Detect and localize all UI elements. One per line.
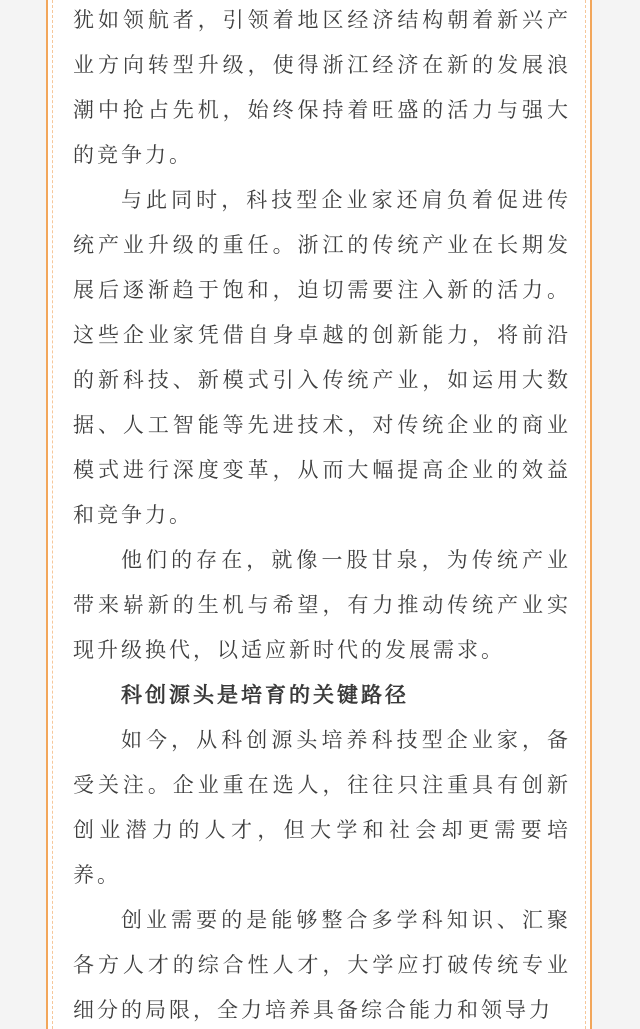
paragraph: 创业需要的是能够整合多学科知识、汇聚各方人才的综合性人才，大学应打破传统专业细分的局限，全力培养具备综合能力和领导力	[73, 908, 571, 1022]
paragraph: 与此同时，科技型企业家还肩负着促进传统产业升级的重任。浙江的传统产业在长期发展后逐渐趋于饱和，迫切需要注入新的活力。这些企业家凭借自身卓越的创新能力，将前沿的新科技、新模式引入传统产业，如运用大数据、人工智能等先进技术，对传统企业的商业模式进行深度变革，从而大幅提高企业的效益和竞争力。	[73, 188, 571, 527]
paragraph: 如今，从科创源头培养科技型企业家，备受关注。企业重在选人，往往只注重具有创新创业潜力的人才，但大学和社会却更需要培养。	[73, 728, 571, 887]
paragraph: 犹如领航者，引领着地区经济结构朝着新兴产业方向转型升级，使得浙江经济在新的发展浪潮中抢占先机，始终保持着旺盛的活力与强大的竞争力。	[73, 8, 571, 167]
article-body	[73, 0, 571, 1029]
article-card	[46, 0, 592, 1029]
section-heading: 科创源头是培育的关键路径	[121, 683, 409, 707]
paragraph: 他们的存在，就像一股甘泉，为传统产业带来崭新的生机与希望，有力推动传统产业实现升级换代，以适应新时代的发展需求。	[73, 548, 571, 662]
